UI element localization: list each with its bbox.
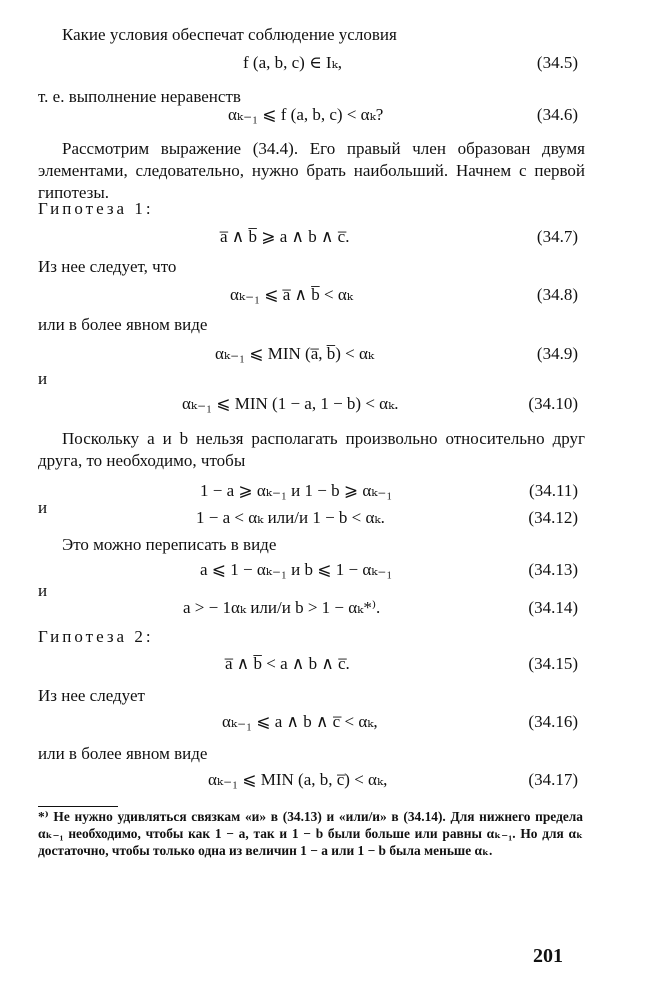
- paragraph: Поскольку a и b нельзя располагать произвольно относительно друг друга, то необходимо, чтобы: [38, 429, 585, 470]
- equation-34-8: αₖ₋₁ ⩽ a̅ ∧ b̅ < αₖ: [230, 285, 353, 304]
- footnote: *⁾ Не нужно удивляться связкам «и» в (34.13) и «или/и» в (34.14). Для нижнего предела αₖ₋₁ необходимо, чтобы как 1 − a, так и 1 − b были больше или равны αₖ₋₁. Но для αₖ достаточно, чтобы только одна из величин 1 − a или 1 − b была меньше αₖ.: [38, 809, 583, 858]
- text-line: Из нее следует, что: [38, 257, 177, 276]
- equation-number: (34.12): [528, 508, 578, 527]
- equation-number: (34.6): [536, 105, 578, 124]
- section-heading: Гипотеза 2:: [38, 627, 154, 646]
- text-line: или в более явном виде: [38, 315, 208, 334]
- equation-34-16: αₖ₋₁ ⩽ a ∧ b ∧ c̅ < αₖ,: [222, 712, 378, 731]
- section-heading: Гипотеза 1:: [38, 199, 154, 218]
- equation-34-14: a > − 1αₖ или/и b > 1 − αₖ*⁾.: [183, 598, 381, 617]
- equation-number: (34.16): [528, 712, 578, 731]
- equation-number: (34.5): [536, 53, 578, 72]
- equation-34-12: 1 − a < αₖ или/и 1 − b < αₖ.: [196, 508, 385, 527]
- footnote-rule: [38, 806, 118, 807]
- equation-34-6: αₖ₋₁ ⩽ f (a, b, c) < αₖ?: [228, 105, 384, 124]
- text-line: и: [38, 581, 48, 600]
- text-line: или в более явном виде: [38, 744, 208, 763]
- paragraph: Рассмотрим выражение (34.4). Его правый член образован двумя элементами, следовательно, нужно брать наибольший. Начнем с первой гипотезы.: [38, 139, 585, 202]
- equation-34-9: αₖ₋₁ ⩽ MIN (a̅, b̅) < αₖ: [215, 344, 375, 363]
- equation-number: (34.8): [536, 285, 578, 304]
- text-line: и: [38, 369, 48, 388]
- equation-number: (34.7): [536, 227, 578, 246]
- text-line: и: [38, 498, 48, 517]
- equation-number: (34.10): [528, 394, 578, 413]
- equation-34-17: αₖ₋₁ ⩽ MIN (a, b, c̅) < αₖ,: [208, 770, 388, 789]
- text-line: т. е. выполнение неравенств: [38, 87, 241, 106]
- page-number: 201: [533, 945, 563, 967]
- equation-number: (34.14): [528, 598, 578, 617]
- equation-34-11: 1 − a ⩾ αₖ₋₁ и 1 − b ⩾ αₖ₋₁: [200, 481, 393, 500]
- text-line: Из нее следует: [38, 686, 145, 705]
- text-line: Это можно переписать в виде: [62, 535, 277, 554]
- equation-number: (34.9): [536, 344, 578, 363]
- question-line: Какие условия обеспечат соблюдение условия: [62, 25, 397, 44]
- equation-34-10: αₖ₋₁ ⩽ MIN (1 − a, 1 − b) < αₖ.: [182, 394, 399, 413]
- equation-34-5: f (a, b, c) ∈ Iₖ,: [243, 53, 343, 72]
- equation-number: (34.15): [528, 654, 578, 673]
- equation-34-7: a̅ ∧ b̅ ⩾ a ∧ b ∧ c̅.: [220, 227, 350, 246]
- equation-number: (34.11): [529, 481, 578, 500]
- equation-34-15: a̅ ∧ b̅ < a ∧ b ∧ c̅.: [225, 654, 350, 673]
- equation-number: (34.17): [528, 770, 578, 789]
- equation-34-13: a ⩽ 1 − αₖ₋₁ и b ⩽ 1 − αₖ₋₁: [200, 560, 393, 579]
- equation-number: (34.13): [528, 560, 578, 579]
